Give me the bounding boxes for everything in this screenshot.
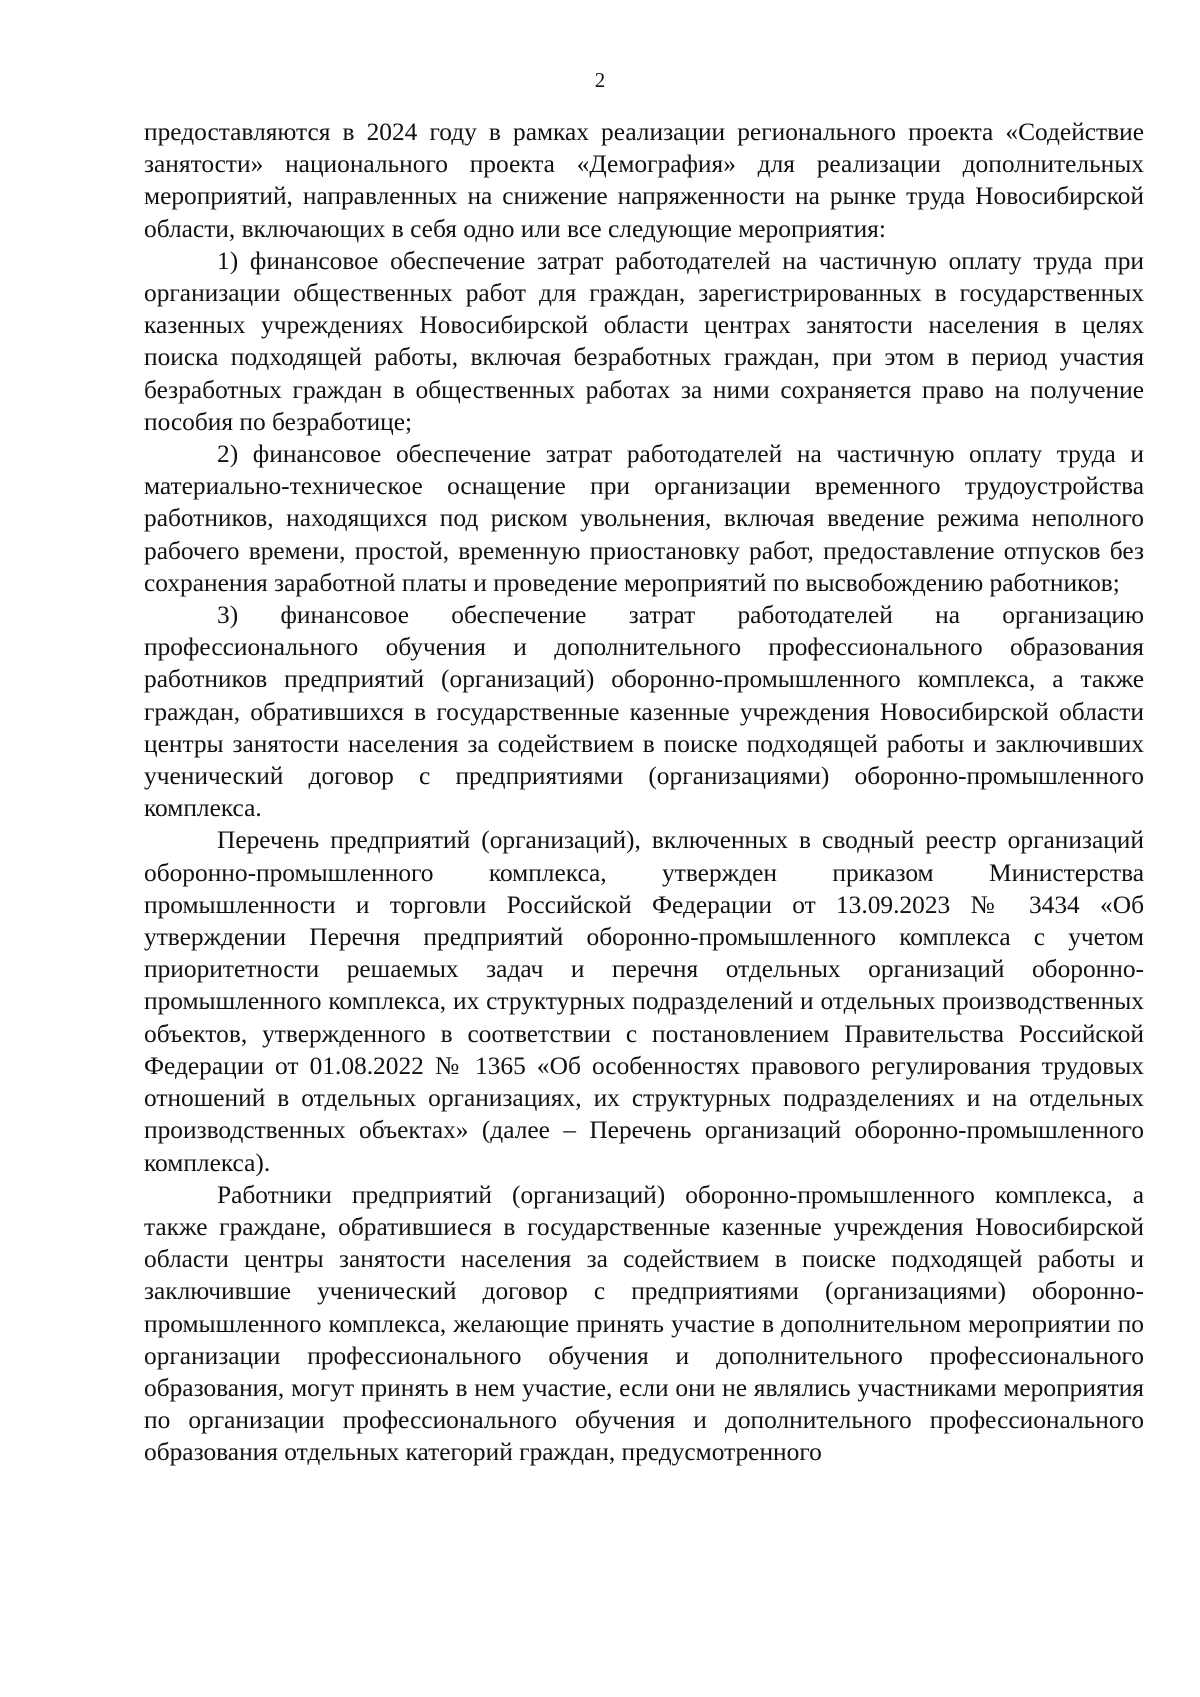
paragraph-intro-continuation: предоставляются в 2024 году в рамках реализации регионального проекта «Содействие занятости» национального проекта «Демография» для реализации дополнительных мероприятий, направленных на снижение напряженности на рынке труда Новосибирской области, включающих в себя одно или все следующие мероприятия: <box>144 118 1144 243</box>
document-body <box>144 116 1144 1469</box>
paragraph-workers-participation: Работники предприятий (организаций) оборонно-промышленного комплекса, а также граждане, обратившиеся в государственные казенные учреждения Новосибирской области центры занятости населения за содействием в поиске подходящей работы и заключившие ученический договор с предприятиями (организациями) оборонно-промышленного комплекса, желающие принять участие в дополнительном мероприятии по организации профессионального обучения и дополнительного профессионального образования, могут принять в нем участие, если они не являлись участниками мероприятия по организации профессионального обучения и дополнительного профессионального образования отдельных категорий граждан, предусмотренного <box>144 1180 1144 1467</box>
paragraph-enterprise-list: Перечень предприятий (организаций), включенных в сводный реестр организаций оборонно-промышленного комплекса, утвержден приказом Министерства промышленности и торговли Российской Федерации от 13.09.2023 № 3434 «Об утверждении Перечня предприятий оборонно-промышленного комплекса с учетом приоритетности решаемых задач и перечня отдельных организаций оборонно-промышленного комплекса, их структурных подразделений и отдельных производственных объектов, утвержденного в соответствии с постановлением Правительства Российской Федерации от 01.08.2022 № 1365 «Об особенностях правового регулирования трудовых отношений в отдельных организациях, их структурных подразделениях и на отдельных производственных объектах» (далее – Перечень организаций оборонно-промышленного комплекса). <box>144 826 1144 1177</box>
paragraph-item-3-professional-training: 3) финансовое обеспечение затрат работодателей на организацию профессионального обучения и дополнительного профессионального образования работников предприятий (организаций) оборонно-промышленного комплекса, а также граждан, обратившихся в государственные казенные учреждения Новосибирской области центры занятости населения за содействием в поиске подходящей работы и заключивших ученический договор с предприятиями (организациями) оборонно-промышленного комплекса. <box>144 601 1144 823</box>
page-number: 2 <box>594 68 606 92</box>
paragraph-item-1-public-works: 1) финансовое обеспечение затрат работодателей на частичную оплату труда при организации общественных работ для граждан, зарегистрированных в государственных казенных учреждениях Новосибирской области центрах занятости населения в целях поиска подходящей работы, включая безработных граждан, при этом в период участия безработных граждан в общественных работах за ними сохраняется право на получение пособия по безработице; <box>144 246 1144 436</box>
paragraph-item-2-temporary-employment: 2) финансовое обеспечение затрат работодателей на частичную оплату труда и материально-техническое оснащение при организации временного трудоустройства работников, находящихся под риском увольнения, включая введение режима неполного рабочего времени, простой, временную приостановку работ, предоставление отпусков без сохранения заработной платы и проведение мероприятий по высвобождению работников; <box>144 440 1144 597</box>
